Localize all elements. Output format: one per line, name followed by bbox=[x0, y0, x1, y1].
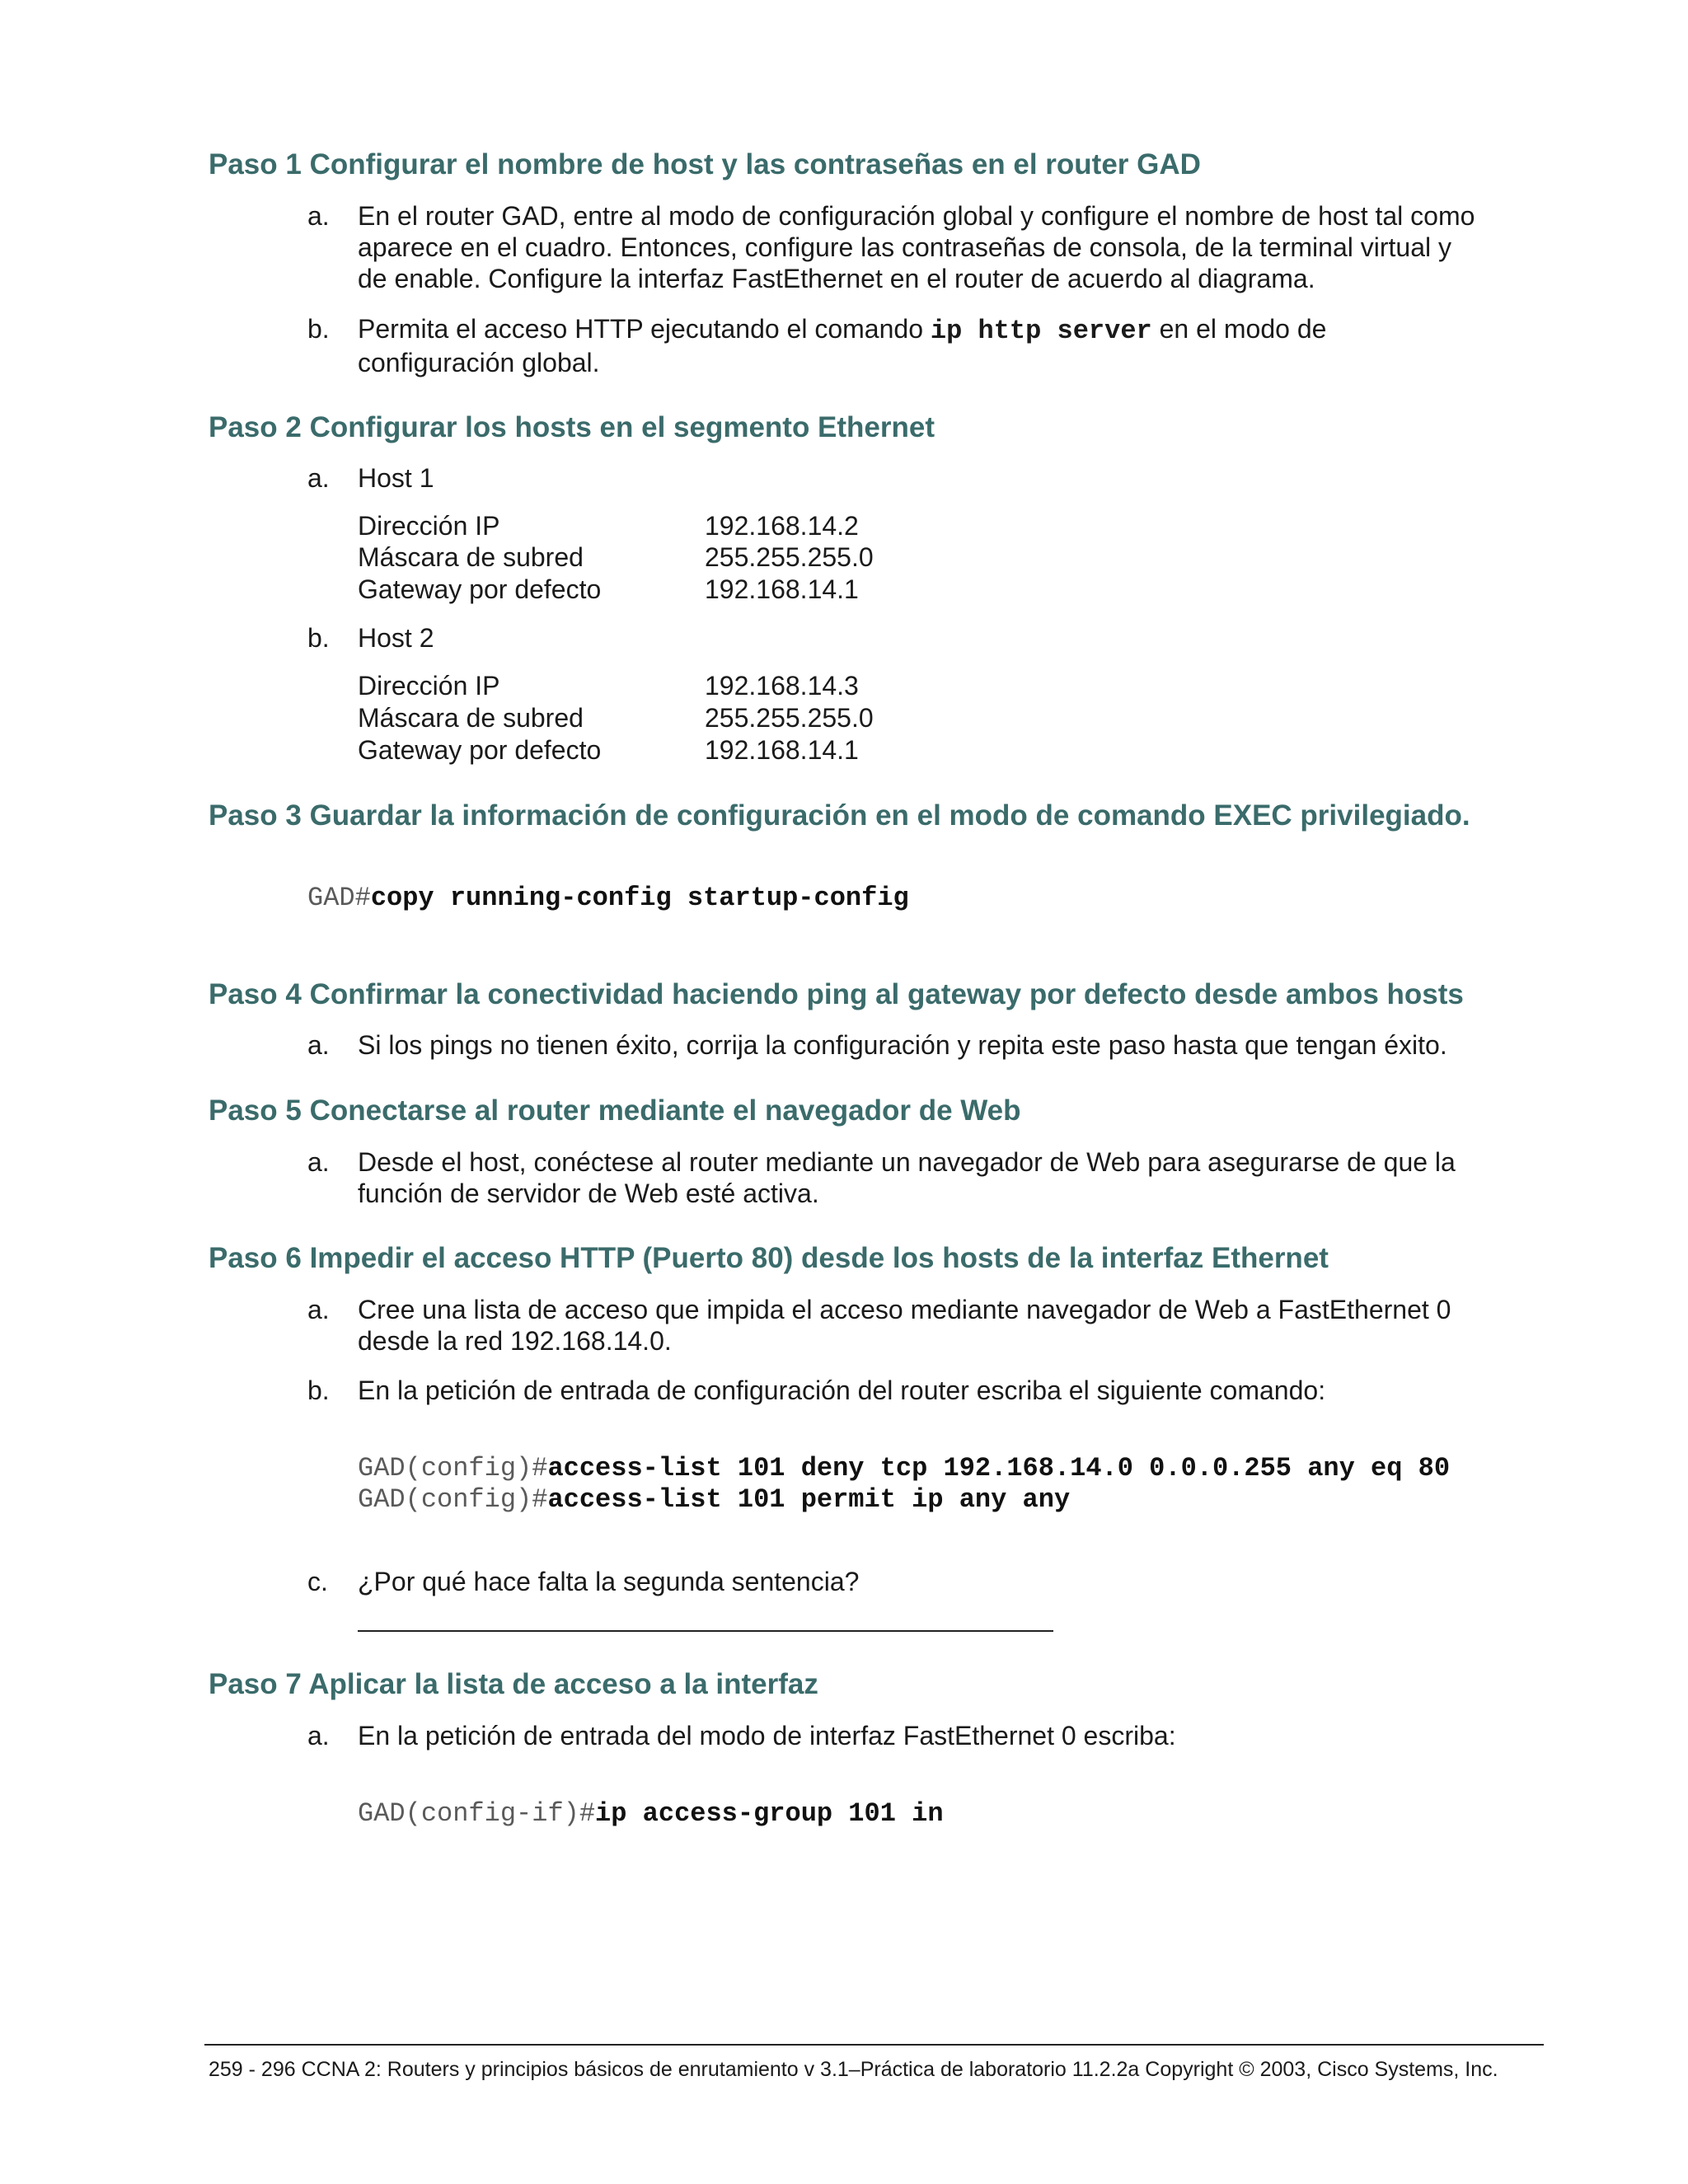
step-7a-line-1: En la petición de entrada del modo de interfaz FastEthernet 0 escriba: bbox=[358, 1721, 1176, 1750]
step-4a-line-1: Si los pings no tienen éxito, corrija la configuración y repita este paso hasta que tengan éxito. bbox=[358, 1030, 1447, 1060]
command-text: access-list 101 permit ip any any bbox=[547, 1484, 1071, 1515]
step-2-heading: Paso 2 Configurar los hosts en el segmento Ethernet bbox=[209, 411, 935, 443]
step-6-heading: Paso 6 Impedir el acceso HTTP (Puerto 80) desde los hosts de la interfaz Ethernet bbox=[209, 1242, 1329, 1274]
step-6c-question: ¿Por qué hace falta la segunda sentencia? bbox=[358, 1567, 860, 1596]
command-text: copy running-config startup-config bbox=[370, 883, 909, 913]
step-1b-line-2: configuración global. bbox=[358, 348, 600, 377]
command-text: access-list 101 deny tcp 192.168.14.0 0.0.0.255 any eq 80 bbox=[547, 1453, 1451, 1483]
footer-rule bbox=[204, 2044, 1544, 2046]
step-1a-line-2: aparece en el cuadro. Entonces, configure las contraseñas de consola, de la terminal virtual y bbox=[358, 232, 1451, 262]
command-prompt: GAD# bbox=[307, 883, 371, 913]
host-2-gateway-label: Gateway por defecto bbox=[358, 735, 602, 765]
footer-text: 259 - 296 CCNA 2: Routers y principios básicos de enrutamiento v 3.1–Práctica de laboratorio 11.2.2a Copyright © 2003, Cisco Systems, Inc. bbox=[209, 2058, 1498, 2081]
step-1-heading: Paso 1 Configurar el nombre de host y las contraseñas en el router GAD bbox=[209, 148, 1201, 180]
step-6a-marker: a. bbox=[307, 1295, 330, 1324]
step-1b-inline-command: ip http server bbox=[930, 316, 1152, 346]
step-1b-line-1 bbox=[358, 313, 1326, 347]
step-5a-marker: a. bbox=[307, 1147, 330, 1177]
host-1-ip-label: Dirección IP bbox=[358, 511, 500, 541]
step-6b-line-1: En la petición de entrada de configuración del router escriba el siguiente comando: bbox=[358, 1376, 1326, 1405]
step-5a-line-1: Desde el host, conéctese al router mediante un navegador de Web para asegurarse de que la bbox=[358, 1147, 1456, 1177]
command-prompt: GAD(config-if)# bbox=[358, 1798, 596, 1829]
host-2-ip-label: Dirección IP bbox=[358, 671, 500, 701]
step-6-command-line-2 bbox=[358, 1484, 1070, 1515]
host-2-label: Host 2 bbox=[358, 623, 434, 653]
step-6-command-line-1 bbox=[358, 1453, 1450, 1483]
step-4a-marker: a. bbox=[307, 1030, 330, 1060]
step-5a-line-2: función de servidor de Web esté activa. bbox=[358, 1179, 819, 1208]
step-4-heading: Paso 4 Confirmar la conectividad haciendo ping al gateway por defecto desde ambos hosts bbox=[209, 978, 1464, 1010]
host-2-mask-label: Máscara de subred bbox=[358, 703, 584, 733]
step-7-heading: Paso 7 Aplicar la lista de acceso a la interfaz bbox=[209, 1668, 818, 1700]
step-1b-text: Permita el acceso HTTP ejecutando el comando bbox=[358, 314, 931, 344]
host-2-gateway-value: 192.168.14.1 bbox=[705, 735, 859, 765]
answer-blank-line[interactable] bbox=[358, 1630, 1053, 1632]
step-1b-marker: b. bbox=[307, 314, 330, 344]
step-6a-line-1: Cree una lista de acceso que impida el acceso mediante navegador de Web a FastEthernet 0 bbox=[358, 1295, 1451, 1324]
host-1-ip-value: 192.168.14.2 bbox=[705, 511, 859, 541]
host-1-mask-label: Máscara de subred bbox=[358, 542, 584, 572]
step-2a-marker: a. bbox=[307, 463, 330, 493]
host-2-ip-value: 192.168.14.3 bbox=[705, 671, 859, 701]
step-3-command-line bbox=[307, 883, 909, 913]
step-6a-line-2: desde la red 192.168.14.0. bbox=[358, 1326, 672, 1356]
step-7-command-line bbox=[358, 1798, 944, 1829]
host-1-gateway-label: Gateway por defecto bbox=[358, 574, 602, 604]
host-1-gateway-value: 192.168.14.1 bbox=[705, 574, 859, 604]
host-2-mask-value: 255.255.255.0 bbox=[705, 703, 874, 733]
host-1-label: Host 1 bbox=[358, 463, 434, 493]
step-1a-line-1: En el router GAD, entre al modo de configuración global y configure el nombre de host tal como bbox=[358, 201, 1475, 231]
step-7a-marker: a. bbox=[307, 1721, 330, 1750]
step-1a-marker: a. bbox=[307, 201, 330, 231]
step-6c-marker: c. bbox=[307, 1567, 328, 1596]
step-3-heading: Paso 3 Guardar la información de configuración en el modo de comando EXEC privilegiado. bbox=[209, 799, 1470, 832]
command-prompt: GAD(config)# bbox=[358, 1484, 548, 1515]
step-1b-text-after: en el modo de bbox=[1151, 314, 1327, 344]
step-1a-line-3: de enable. Configure la interfaz FastEthernet en el router de acuerdo al diagrama. bbox=[358, 264, 1315, 293]
step-2b-marker: b. bbox=[307, 623, 330, 653]
command-text: ip access-group 101 in bbox=[595, 1798, 944, 1829]
step-6b-marker: b. bbox=[307, 1376, 330, 1405]
host-1-mask-value: 255.255.255.0 bbox=[705, 542, 874, 572]
command-prompt: GAD(config)# bbox=[358, 1453, 548, 1483]
step-5-heading: Paso 5 Conectarse al router mediante el navegador de Web bbox=[209, 1094, 1021, 1127]
